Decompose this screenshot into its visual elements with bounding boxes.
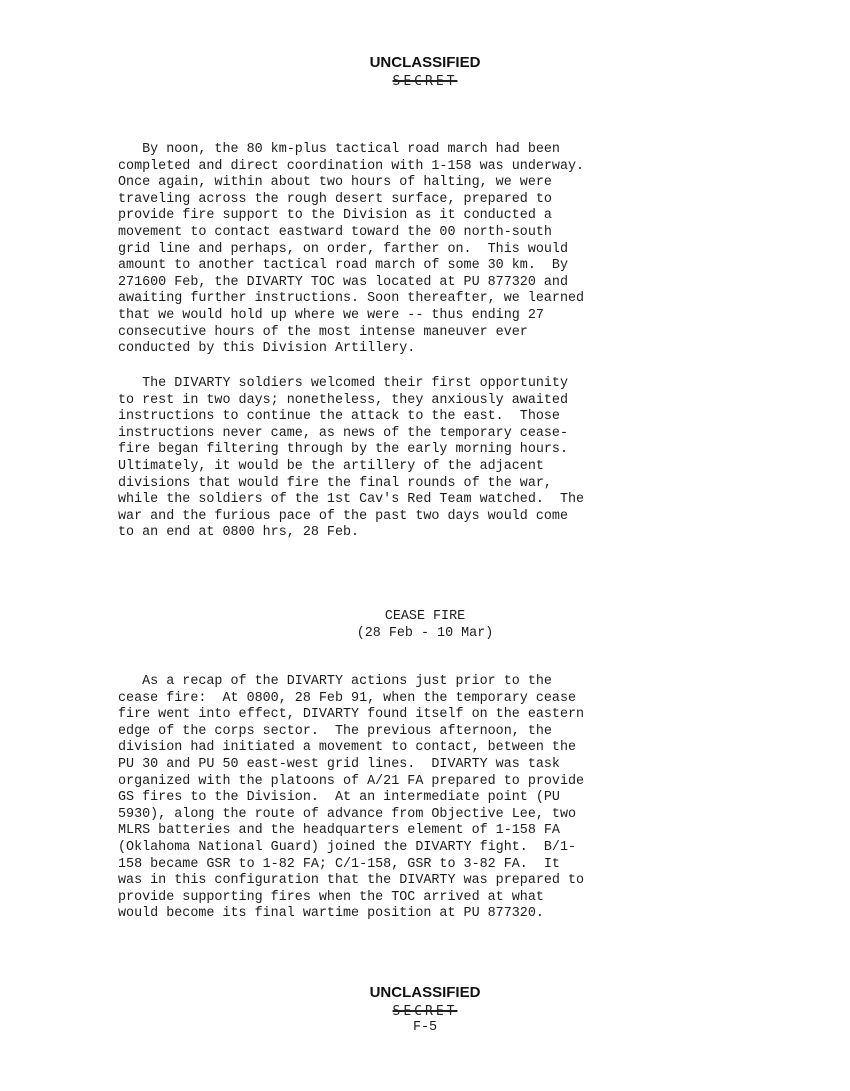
footer-classification: UNCLASSIFIED	[369, 984, 481, 1001]
section-title: CEASE FIRE	[384, 609, 466, 624]
footer-struck-stamp: SECRET	[392, 1004, 458, 1019]
paragraph-recap: As a recap of the DIVARTY actions just prior to the cease fire: At 0800, 28 Feb 91, when the temporary cease fire went into effect, DIVARTY found itself on the eastern edge of the corps sector. The previous afternoon, the division had initiated a movement to contact, between the PU 30 and PU 50 east-west grid lines. DIVARTY was task organized with the platoons of A/21 FA prepared to provide GS fires to the Division. At an intermediate point (PU 5930), along the route of advance from Objective Lee, two MLRS batteries and the headquarters element of 1-158 FA (Oklahoma National Guard) joined the DIVARTY fight. B/1- 158 became GSR to 1-82 FA; C/1-158, GSR to 3-82 FA. It was in this configuration that the DIVARTY was prepared to provide supporting fires when the TOC arrived at what would become its final wartime position at PU 877320.	[118, 674, 585, 922]
paragraph-divarty-soldiers: The DIVARTY soldiers welcomed their first opportunity to rest in two days; nonetheless, they anxiously awaited instructions to continue the attack to the east. Those instructions never came, as news of the temporary cease- fire began filtering through by the early morning hours. Ultimately, it would be the artillery of the adjacent divisions that would fire the final rounds of the war, while the soldiers of the 1st Cav's Red Team watched. The war and the furious pace of the past two days would come to an end at 0800 hrs, 28 Feb.	[118, 376, 585, 541]
page-number: F-5	[412, 1020, 438, 1035]
section-subtitle: (28 Feb - 10 Mar)	[356, 626, 494, 641]
header-classification: UNCLASSIFIED	[369, 54, 481, 71]
header-struck-stamp: SECRET	[392, 74, 458, 89]
paragraph-road-march: By noon, the 80 km-plus tactical road march had been completed and direct coordination with 1-158 was underway. Once again, within about two hours of halting, we were traveling across the rough desert surface, prepared to provide fire support to the Division as it conducted a movement to contact eastward toward the 00 north-south grid line and perhaps, on order, farther on. This would amount to another tactical road march of some 30 km. By 271600 Feb, the DIVARTY TOC was located at PU 877320 and awaiting further instructions. Soon thereafter, we learned that we would hold up where we were -- thus ending 27 consecutive hours of the most intense maneuver ever conducted by this Division Artillery.	[118, 142, 585, 357]
